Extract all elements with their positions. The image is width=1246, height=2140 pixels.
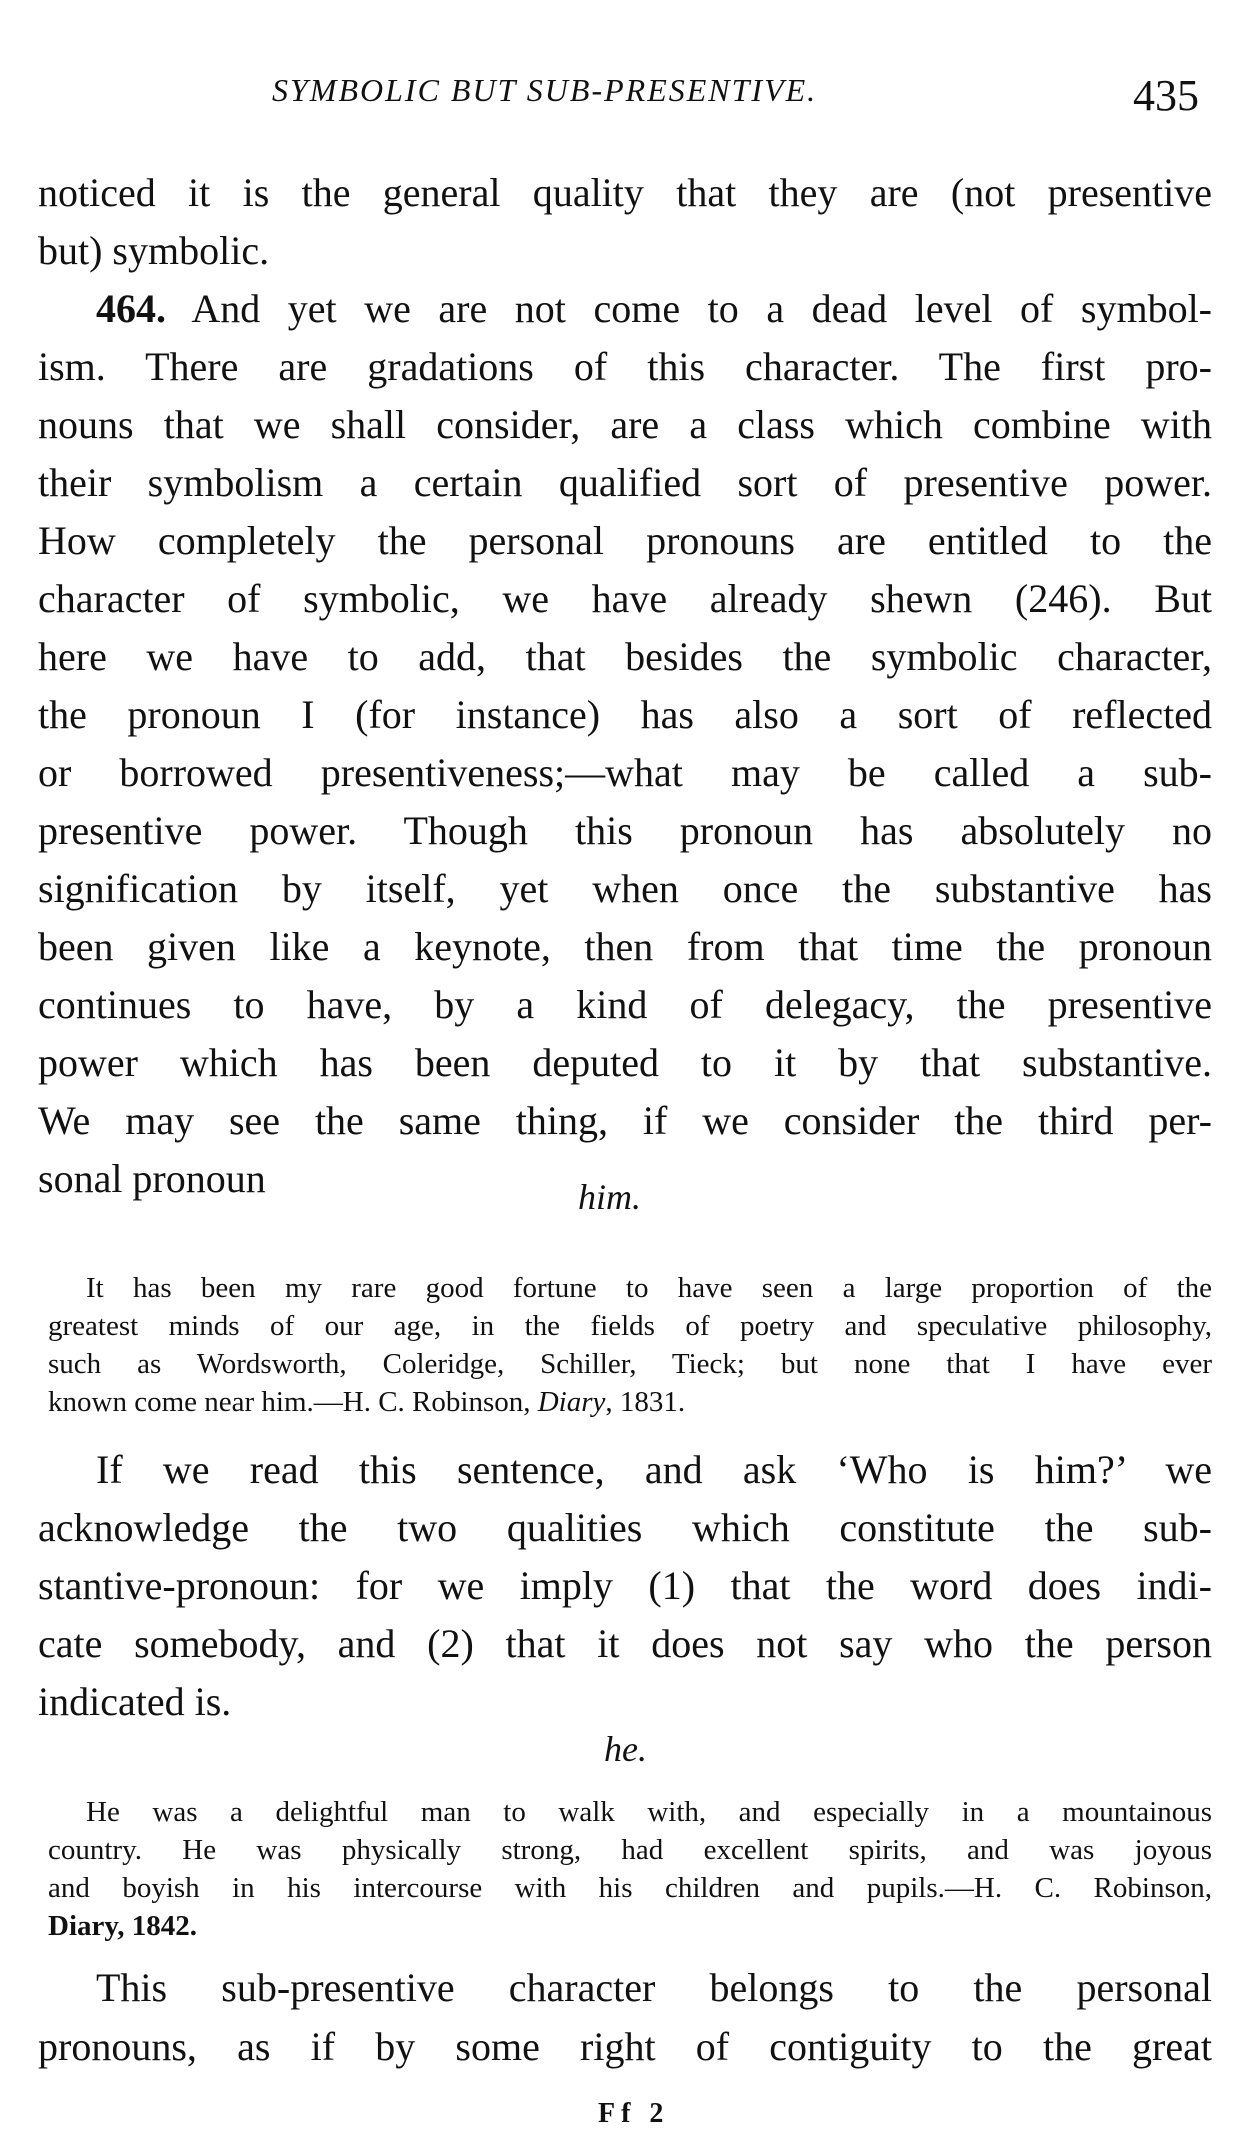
text-line: ism. There are gradations of this character. The first pro- [38, 344, 1212, 389]
text-line: indicated is. [38, 1679, 232, 1724]
text-line: cate somebody, and (2) that it does not say who the person [38, 1621, 1212, 1666]
text-line: nouns that we shall consider, are a class which combine with [38, 402, 1212, 447]
text-line: power which has been deputed to it by that substantive. [38, 1040, 1212, 1085]
text-line: but) symbolic. [38, 228, 270, 273]
text-line: sonal pronoun [38, 1156, 266, 1201]
text-line: presentive power. Though this pronoun has absolutely no [38, 808, 1212, 853]
page-number: 435 [1133, 71, 1199, 120]
running-title: SYMBOLIC BUT SUB-PRESENTIVE. [272, 72, 818, 108]
quote-line: It has been my rare good fortune to have seen a large proportion of the [86, 1272, 1212, 1304]
text-line [96, 284, 1212, 334]
example-word: he. [604, 1729, 647, 1769]
text-line: pronouns, as if by some right of contiguity to the great [38, 2024, 1212, 2069]
text-line: continues to have, by a kind of delegacy, the presentive [38, 982, 1212, 1027]
text-line: their symbolism a certain qualified sort of presentive power. [38, 460, 1212, 505]
example-word: him. [578, 1177, 641, 1217]
text-line: stantive-pronoun: for we imply (1) that the word does indi- [38, 1563, 1212, 1608]
quote-line: Diary, 1842. [48, 1910, 198, 1942]
quote-line: He was a delightful man to walk with, and especially in a mountainous [86, 1796, 1212, 1828]
text-span: And yet we are not come to a dead level of symbol- [166, 286, 1212, 331]
text-line: the pronoun I (for instance) has also a sort of reflected [38, 692, 1212, 737]
quote-line: country. He was physically strong, had excellent spirits, and was joyous [48, 1834, 1212, 1866]
text-line: signification by itself, yet when once the substantive has [38, 866, 1212, 911]
text-line: This sub-presentive character belongs to the personal [96, 1965, 1212, 2010]
quote-line: such as Wordsworth, Coleridge, Schiller, Tieck; but none that I have ever [48, 1348, 1212, 1380]
text-line: character of symbolic, we have already shewn (246). But [38, 576, 1212, 621]
text-line: We may see the same thing, if we consider the third per- [38, 1098, 1212, 1143]
text-line: or borrowed presentiveness;—what may be called a sub- [38, 750, 1212, 795]
text-line: How completely the personal pronouns are entitled to the [38, 518, 1212, 563]
text-line: been given like a keynote, then from that time the pronoun [38, 924, 1212, 969]
signature-mark: Ff 2 [598, 2098, 670, 2129]
text-line: noticed it is the general quality that they are (not presentive [38, 170, 1212, 215]
section-number: 464. [96, 286, 166, 331]
text-line: here we have to add, that besides the symbolic character, [38, 634, 1212, 679]
text-line: acknowledge the two qualities which constitute the sub- [38, 1505, 1212, 1550]
quote-line: greatest minds of our age, in the fields of poetry and speculative philosophy, [48, 1310, 1212, 1342]
quote-line: and boyish in his intercourse with his children and pupils.—H. C. Robinson, [48, 1872, 1212, 1904]
quote-line: known come near him.—H. C. Robinson, Diary, 1831. [48, 1386, 686, 1418]
text-line: If we read this sentence, and ask ‘Who is him?’ we [96, 1447, 1212, 1492]
